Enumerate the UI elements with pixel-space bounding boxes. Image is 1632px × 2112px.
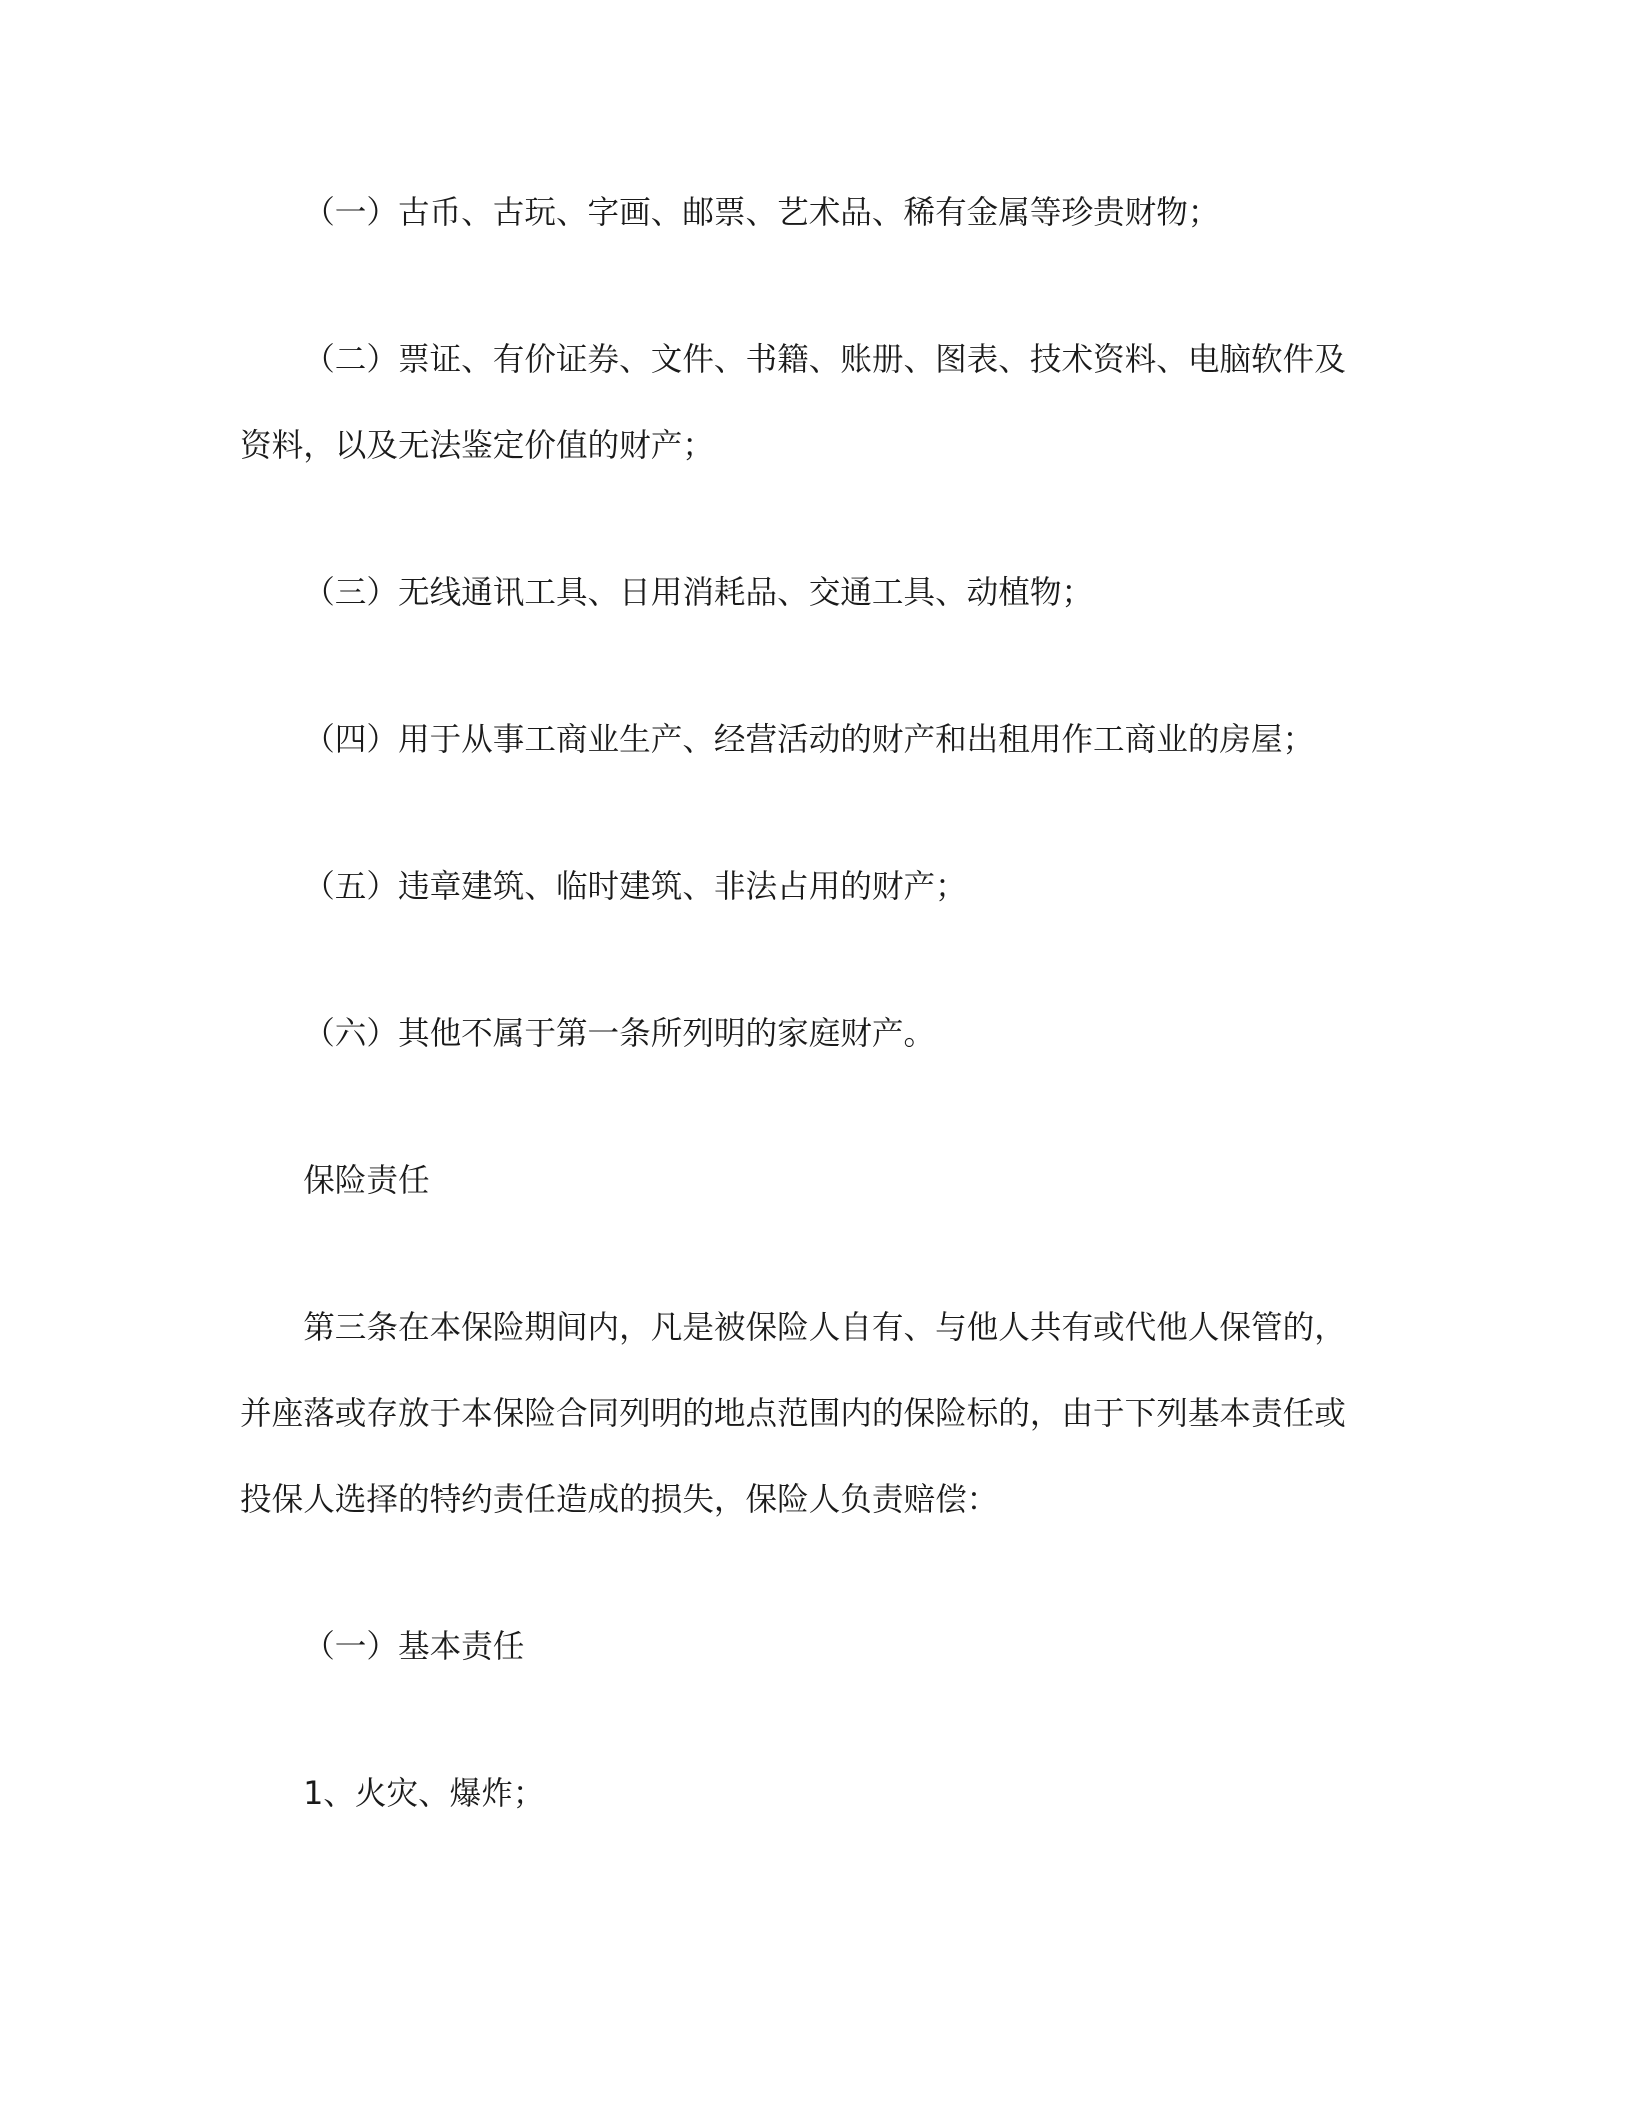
text-line: （三）无线通讯工具、日用消耗品、交通工具、动植物； — [303, 575, 1094, 611]
liability-item-fire-explosion — [240, 1751, 1380, 1837]
excluded-item-illegal-buildings — [240, 844, 1380, 930]
text-line: 第三条在本保险期间内，凡是被保险人自有、与他人共有或代他人保管的， — [303, 1310, 1346, 1346]
excluded-item-antiques — [240, 170, 1380, 256]
text-line: （六）其他不属于第一条所列明的家庭财产。 — [303, 1016, 936, 1052]
text-line: （一）古币、古玩、字画、邮票、艺术品、稀有金属等珍贵财物； — [303, 195, 1220, 231]
text-line: 保险责任 — [303, 1163, 430, 1199]
text-line: （五）违章建筑、临时建筑、非法占用的财产； — [303, 869, 967, 905]
excluded-item-other — [240, 991, 1380, 1077]
article-three-paragraph — [240, 1285, 1380, 1543]
text-line: 资料，以及无法鉴定价值的财产； — [240, 428, 714, 464]
document-body — [240, 170, 1380, 1898]
text-line: （四）用于从事工商业生产、经营活动的财产和出租用作工商业的房屋； — [303, 722, 1315, 758]
subsection-heading-basic-liability — [240, 1604, 1380, 1690]
text-line: 1、火灾、爆炸； — [303, 1776, 545, 1812]
excluded-item-consumables — [240, 550, 1380, 636]
section-heading-insurance-liability — [240, 1138, 1380, 1224]
text-line: （二）票证、有价证券、文件、书籍、账册、图表、技术资料、电脑软件及 — [303, 342, 1346, 378]
text-line: 并座落或存放于本保险合同列明的地点范围内的保险标的，由于下列基本责任或 — [240, 1396, 1346, 1432]
excluded-item-commercial-property — [240, 697, 1380, 783]
excluded-item-documents — [240, 317, 1380, 489]
text-line: 投保人选择的特约责任造成的损失，保险人负责赔偿： — [240, 1482, 999, 1518]
text-line: （一）基本责任 — [303, 1629, 525, 1665]
